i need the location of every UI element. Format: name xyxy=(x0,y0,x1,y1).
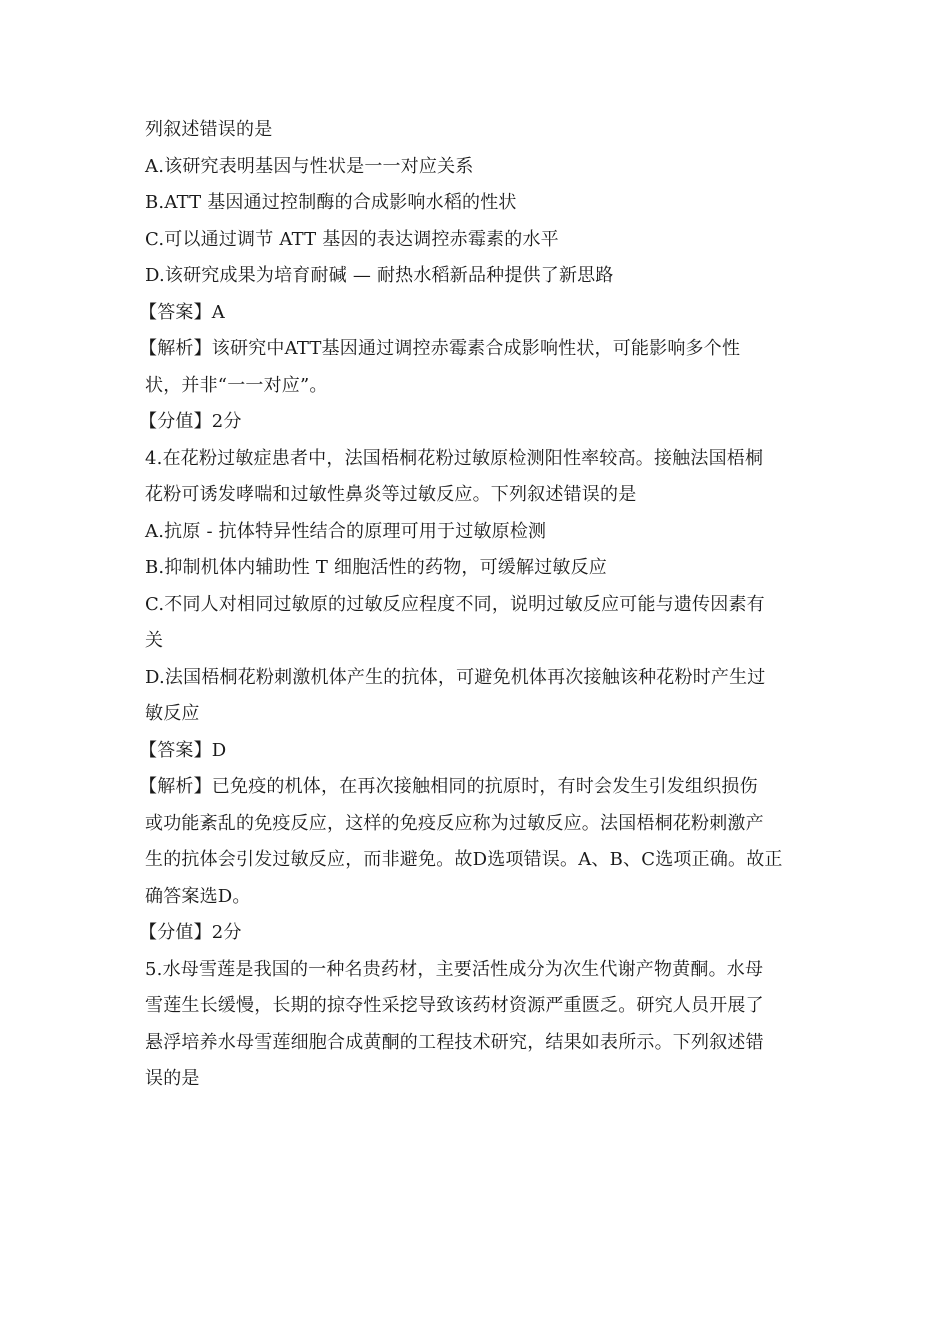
document-page xyxy=(139,112,825,1098)
q4-stem-line-1: 4.在花粉过敏症患者中，法国梧桐花粉过敏原检测阳性率较高。接触法国梧桐 xyxy=(145,447,764,469)
q4-analysis-line-4: 确答案选D。 xyxy=(145,885,251,907)
q5-stem-line-4: 误的是 xyxy=(145,1068,200,1089)
q3-analysis-line-2: 状，并非“一一对应”。 xyxy=(145,374,328,396)
q4-option-b: B.抑制机体内辅助性 T 细胞活性的药物，可缓解过敏反应 xyxy=(145,557,607,578)
q4-option-a: A.抗原 - 抗体特异性结合的原理可用于过敏原检测 xyxy=(145,520,547,542)
q4-option-c-line-1: C.不同人对相同过敏原的过敏反应程度不同，说明过敏反应可能与遗传因素有 xyxy=(145,593,765,615)
q3-option-c: C.可以通过调节 ATT 基因的表达调控赤霉素的水平 xyxy=(145,228,559,250)
q5-stem-line-1: 5.水母雪莲是我国的一种名贵药材，主要活性成分为次生代谢产物黄酮。水母 xyxy=(145,958,764,980)
q4-analysis-line-3: 生的抗体会引发过敏反应，而非避免。故D选项错误。A、B、C选项正确。故正 xyxy=(145,849,783,870)
q4-option-d-line-2: 敏反应 xyxy=(145,703,200,724)
q4-analysis-line-2: 或功能紊乱的免疫反应，这样的免疫反应称为过敏反应。法国梧桐花粉刺激产 xyxy=(145,812,764,834)
q5-stem-line-2: 雪莲生长缓慢，长期的掠夺性采挖导致该药材资源严重匮乏。研究人员开展了 xyxy=(145,995,764,1016)
q4-score: 【分值】2分 xyxy=(139,922,242,943)
q4-answer: 【答案】D xyxy=(139,739,227,761)
q3-option-a: A.该研究表明基因与性状是一一对应关系 xyxy=(145,155,474,177)
q3-score: 【分值】2分 xyxy=(139,411,242,432)
q4-option-c-line-2: 关 xyxy=(145,630,164,651)
q4-option-d-line-1: D.法国梧桐花粉刺激机体产生的抗体，可避免机体再次接触该种花粉时产生过 xyxy=(145,666,766,688)
q4-stem-line-2: 花粉可诱发哮喘和过敏性鼻炎等过敏反应。下列叙述错误的是 xyxy=(145,484,637,505)
q3-analysis-line-1: 【解析】该研究中ATT基因通过调控赤霉素合成影响性状，可能影响多个性 xyxy=(139,338,741,359)
q5-stem-line-3: 悬浮培养水母雪莲细胞合成黄酮的工程技术研究，结果如表所示。下列叙述错 xyxy=(145,1031,764,1053)
q4-analysis-line-1: 【解析】已免疫的机体，在再次接触相同的抗原时，有时会发生引发组织损伤 xyxy=(139,776,758,797)
q3-option-d: D.该研究成果为培育耐碱 — 耐热水稻新品种提供了新思路 xyxy=(145,265,614,286)
q3-answer: 【答案】A xyxy=(139,301,225,323)
q3-option-b: B.ATT 基因通过控制酶的合成影响水稻的性状 xyxy=(145,192,517,213)
q3-stem-tail: 列叙述错误的是 xyxy=(145,119,273,140)
